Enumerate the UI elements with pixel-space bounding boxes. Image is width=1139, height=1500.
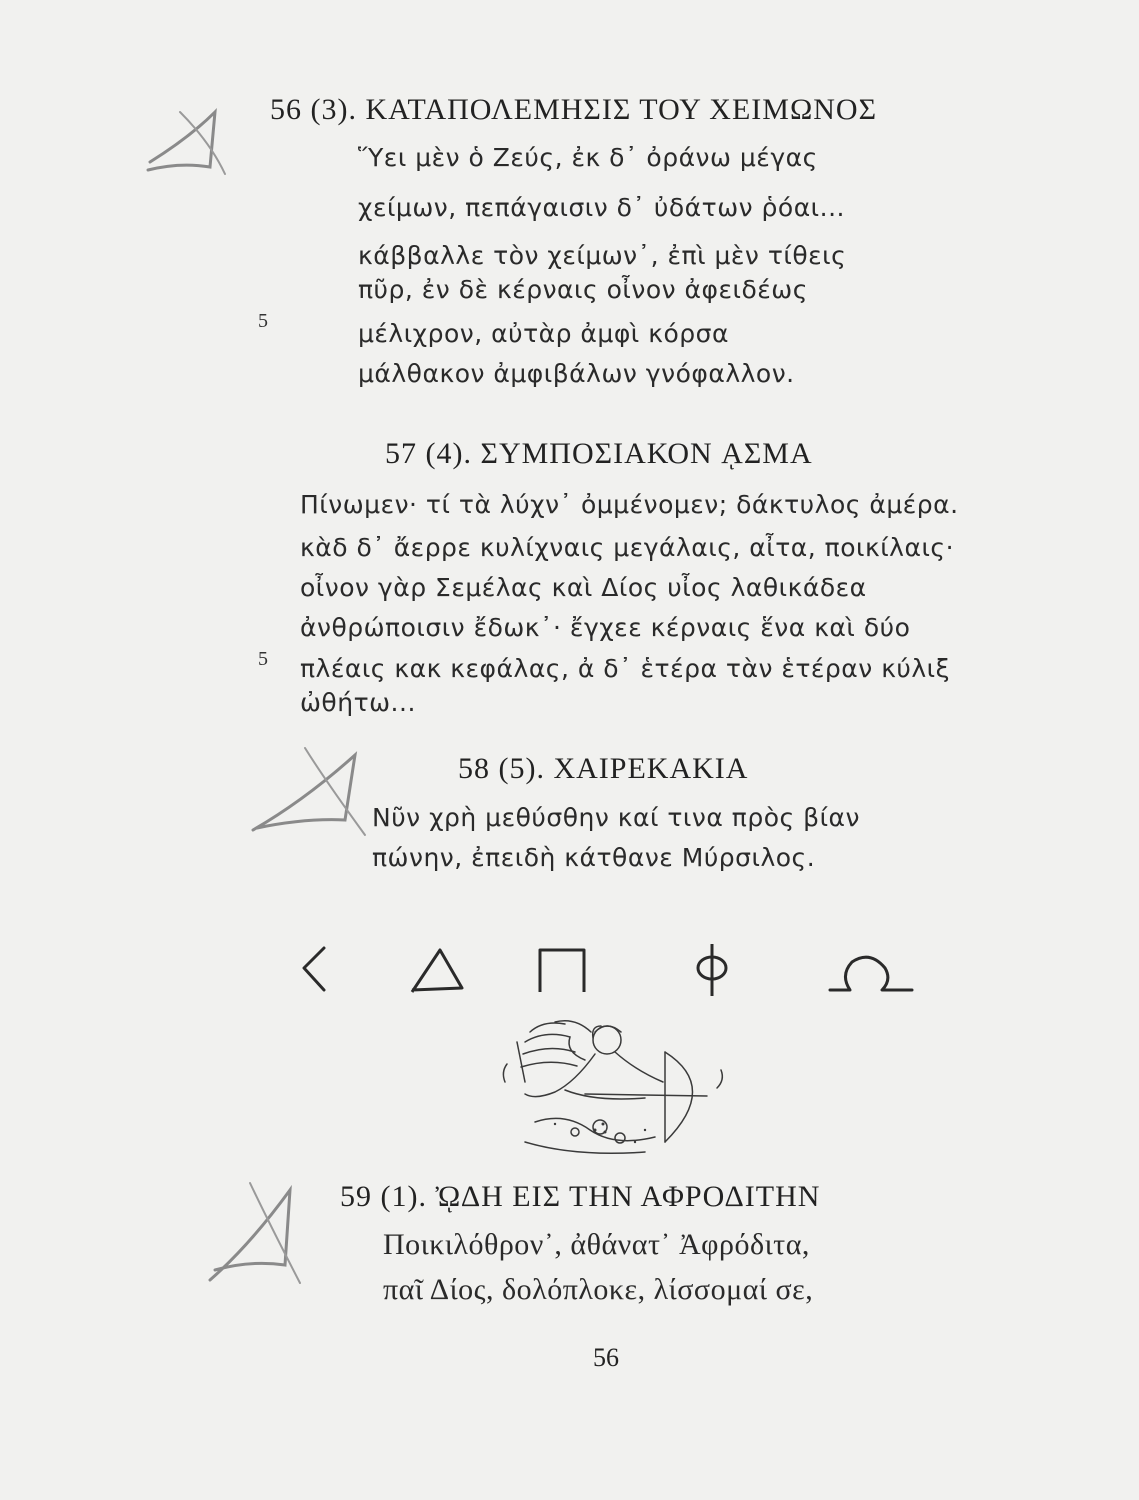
verse-line: παῖ Δίος, δολόπλοκε, λίσσομαί σε, (383, 1273, 814, 1306)
pencil-check-mark (200, 1175, 310, 1290)
page-number: 56 (593, 1343, 619, 1372)
verse-line: μέλιχρον, αὐτὰρ ἀμφὶ κόρσα (358, 319, 729, 348)
verse-line: κάββαλλε τὸν χείμων᾽, ἐπὶ μὲν τίθεις (358, 241, 847, 270)
verse-line: Νῦν χρὴ μεθύσθην καί τινα πρὸς βίαν (372, 803, 860, 832)
verse-line: Ποικιλόθρον᾽, ἀθάνατ᾽ Ἀφρόδιτα, (383, 1228, 810, 1261)
pencil-check-mark (245, 740, 385, 840)
poem-58-heading: 58 (5). ΧΑΙΡΕΚΑΚΙΑ (458, 752, 749, 785)
poem-57-heading: 57 (4). ΣΥΜΠΟΣΙΑΚΟΝ ᾼΣΜΑ (385, 437, 813, 470)
verse-line: Πίνωμεν· τί τὰ λύχν᾽ ὀμμένομεν; δάκτυλος ἀμέρα. (300, 490, 959, 519)
sappho-signature-lettering (300, 940, 940, 1000)
verse-line: πῦρ, ἐν δὲ κέρναις οἶνον ἀφειδέως (358, 275, 808, 304)
verse-line: μάλθακον ἀμφιβάλων γνόφαλλον. (358, 359, 795, 388)
cupid-vignette-illustration (495, 1012, 735, 1162)
poem-59-heading: 59 (1). ᾨΔΗ ΕΙΣ ΤΗΝ ΑΦΡΟΔΙΤΗΝ (340, 1180, 821, 1213)
verse-line: κὰδ δ᾽ ἄερρε κυλίχναις μεγάλαις, αἶτα, ποικίλαις· (300, 533, 955, 562)
verse-line: πλέαις κακ κεφάλας, ἀ δ᾽ ἑτέρα τὰν ἑτέραν κύλιξ (300, 654, 951, 683)
line-number: 5 (258, 648, 268, 670)
line-number: 5 (258, 310, 268, 332)
verse-line: Ὕει μὲν ὁ Ζεύς, ἐκ δ᾽ ὀράνω μέγας (358, 143, 818, 172)
pencil-check-mark (140, 92, 260, 182)
verse-line: οἶνον γὰρ Σεμέλας καὶ Δίος υἶος λαθικάδεα (300, 573, 867, 602)
verse-line: πώνην, ἐπειδὴ κάτθανε Μύρσιλος. (372, 843, 816, 872)
poem-56-heading: 56 (3). ΚΑΤΑΠΟΛΕΜΗΣΙΣ ΤΟΥ ΧΕΙΜΩΝΟΣ (270, 93, 878, 126)
verse-line: ὠθήτω... (300, 688, 416, 717)
verse-line: ἀνθρώποισιν ἔδωκ᾽· ἔγχεε κέρναις ἕνα καὶ δύο (300, 613, 911, 642)
verse-line: χείμων, πεπάγαισιν δ᾽ ὐδάτων ῥόαι... (358, 193, 845, 222)
